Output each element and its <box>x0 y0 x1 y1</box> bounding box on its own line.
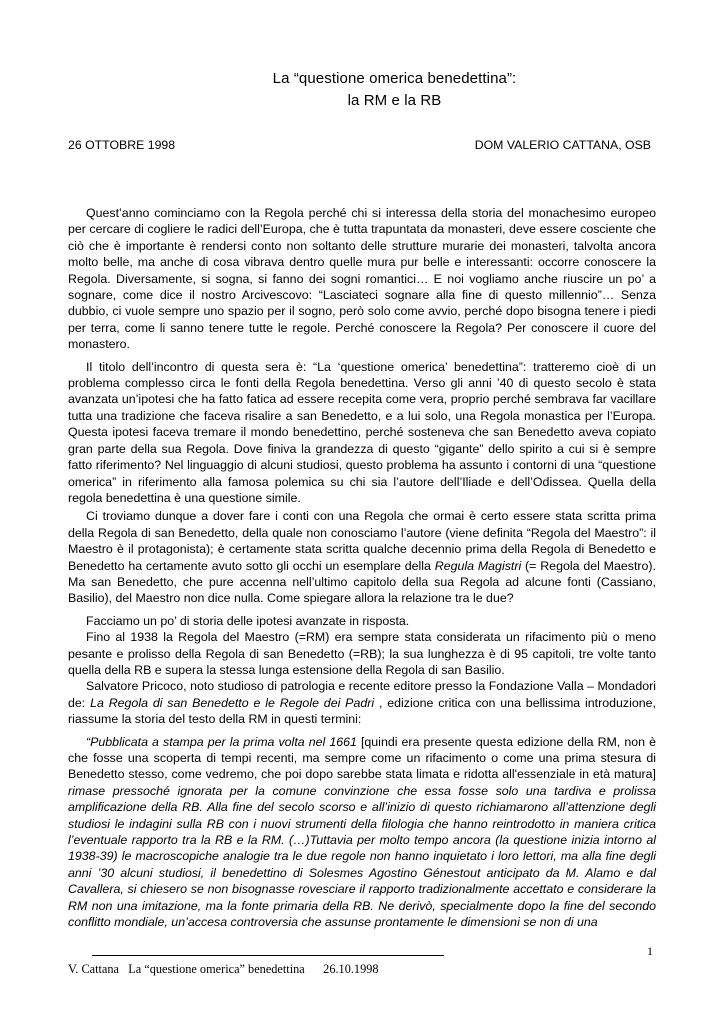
document-date: 26 OTTOBRE 1998 <box>68 138 176 152</box>
paragraph-2: Il titolo dell’incontro di questa sera è: “La ‘questione omerica’ benedettina”: tratteremo cioè di un problema complesso circa le fonti della Regola benedettina. Verso gli anni ’40 di questo secolo è stata avanzata un’ipotesi che ha fatto fatica ad essere recepita come vera, proprio perché sembrava far vacillare tutta una tradizione che faceva risalire a san Benedetto, e a lui solo, una Regola monastica per l’Europa. Questa ipotesi faceva tremare il mondo benedettino, perché sosteneva che san Benedetto aveva copiato gran parte della sua Regola. Dove finiva la grandezza di questo “gigante” dello spirito a cui si è sempre fatto riferimento? Nel linguaggio di alcuni studiosi, questo problema ha assunto i contorni di una “questione omerica” in riferimento alla famosa polemica su chi sia l’autore dell’Iliade e dell’Odissea. Quella della regola benedettina è una questione simile. <box>68 359 656 505</box>
quote-text-a: “Pubblicata a stampa per la prima volta nel 1661 <box>86 734 357 749</box>
paragraph-3-text-c: (= Regola del Maestro). Ma san Benedetto, che pure accenna nell’ultimo capitolo della sua Regola ad alcune fonti (Cassiano, Basilio), del Maestro non dice nulla. Come spiegare allora la relazione tra le due? <box>68 558 656 606</box>
footer-divider <box>92 955 444 956</box>
paragraph-6 <box>68 678 656 727</box>
paragraph-6-text-a: Salvatore Pricoco, noto studioso di patrologia e recente editore presso la Fondazione Valla – Mondadori de: <box>68 679 656 710</box>
running-footer: V. Cattana La “questione omerica” benedettina 26.10.1998 <box>68 962 379 976</box>
document-body <box>68 205 656 930</box>
quote-text-c: rimase pressoché ignorata per la comune convinzione che essa fosse solo una tardiva e prolissa amplificazione della RB. Alla fine del secolo scorso e all’inizio di questo richiamarono all’attenzione degli studiosi le indagini sulla RB con i nuovi strumenti della filologia che hanno reintrodotto in maniera critica l’eventuale rapporto tra la RB e la RM. (…)Tuttavia per molto tempo ancora (la questione inizia intorno al 1938-39) le macroscopiche analogie tra le due regole non hanno inquietato i loro lettori, ma alla fine degli anni ’30 alcuni studiosi, il benedettino di Solesmes Agostino Génestout anticipato da M. Alamo e dal Cavallera, si chiesero se non bisognasse rovesciare il rapporto tradizionalmente accettato e considerare la RM non una imitazione, ma la fonte primaria della RB. Ne derivò, specialmente dopo la fine del secondo conflitto mondiale, un’accesa controversia che assunse prontamente le dimensioni se non di una <box>68 783 656 930</box>
document-title <box>0 68 725 112</box>
paragraph-6-italic: La Regola di san Benedetto e le Regole dei Padri <box>90 695 375 710</box>
paragraph-3-italic: Regula Magistri <box>434 558 522 573</box>
title-line-1: La “questione omerica benedettina”: <box>272 70 517 87</box>
quote-editorial-note: [quindi era presente questa edizione della RM, non è che fosse una scoperta di tempi recenti, ma sempre come un rifacimento o come una prima stesura di Benedetto stesso, come vedremo, che poi dopo sarebbe stata limata e ridotta all'essenziale in età matura] <box>68 734 656 782</box>
paragraph-3 <box>68 508 656 606</box>
page-number: 1 <box>647 944 653 958</box>
document-author: DOM VALERIO CATTANA, OSB <box>474 138 651 152</box>
paragraph-4: Facciamo un po’ di storia delle ipotesi avanzate in risposta. <box>86 613 410 628</box>
paragraph-6-text-c: , edizione critica con una bellissima introduzione, riassume la storia del testo della RM in questi termini: <box>68 695 656 727</box>
title-line-2: la RM e la RB <box>347 92 442 109</box>
paragraph-1: Quest’anno cominciamo con la Regola perché chi si interessa della storia del monachesimo europeo per cercare di cogliere le radici dell’Europa, che è tutta trapuntata da monasteri, deve essere cosciente che ciò che è importante è rendersi conto non soltanto delle strutture murarie dei monasteri, talvolta ancora molto belle, ma anche di cosa vibrava dentro quelle mura pur belle e interessanti: occorre conoscere la Regola. Diversamente, si sogna, si fanno dei sogni romantici… E noi vogliamo anche riuscire un po’ a sognare, come dice il nostro Arcivescovo: “Lasciateci sognare alla fine di questo millennio”… Senza dubbio, ci vuole sempre uno spazio per il sogno, però solo come avvio, perché dopo bisogna tenere i piedi per terra, come li sanno tenere tutte le regole. Perché conoscere la Regola? Per conoscere il cuore del monastero. <box>68 206 656 352</box>
paragraph-3-text-a: Ci troviamo dunque a dover fare i conti con una Regola che ormai è certo essere stata scritta prima della Regola di san Benedetto, della quale non conosciamo l’autore (viene definita “Regola del Maestro”: il Maestro è il protagonista); è certamente stata scritta qualche decennio prima della Regola di Benedetto e Benedetto ha certamente avuto sotto gli occhi un esemplare della <box>68 509 656 573</box>
paragraph-5: Fino al 1938 la Regola del Maestro (=RM) era sempre stata considerata un rifacimento più o meno pesante e prolisso della Regola di san Benedetto (=RB); la sua lunghezza è di 95 capitoli, tre volte tanto quella della RB e supera la stessa lunga estensione della Regola di san Basilio. <box>68 630 656 677</box>
document-meta <box>68 138 651 152</box>
quoted-paragraph <box>68 734 656 931</box>
